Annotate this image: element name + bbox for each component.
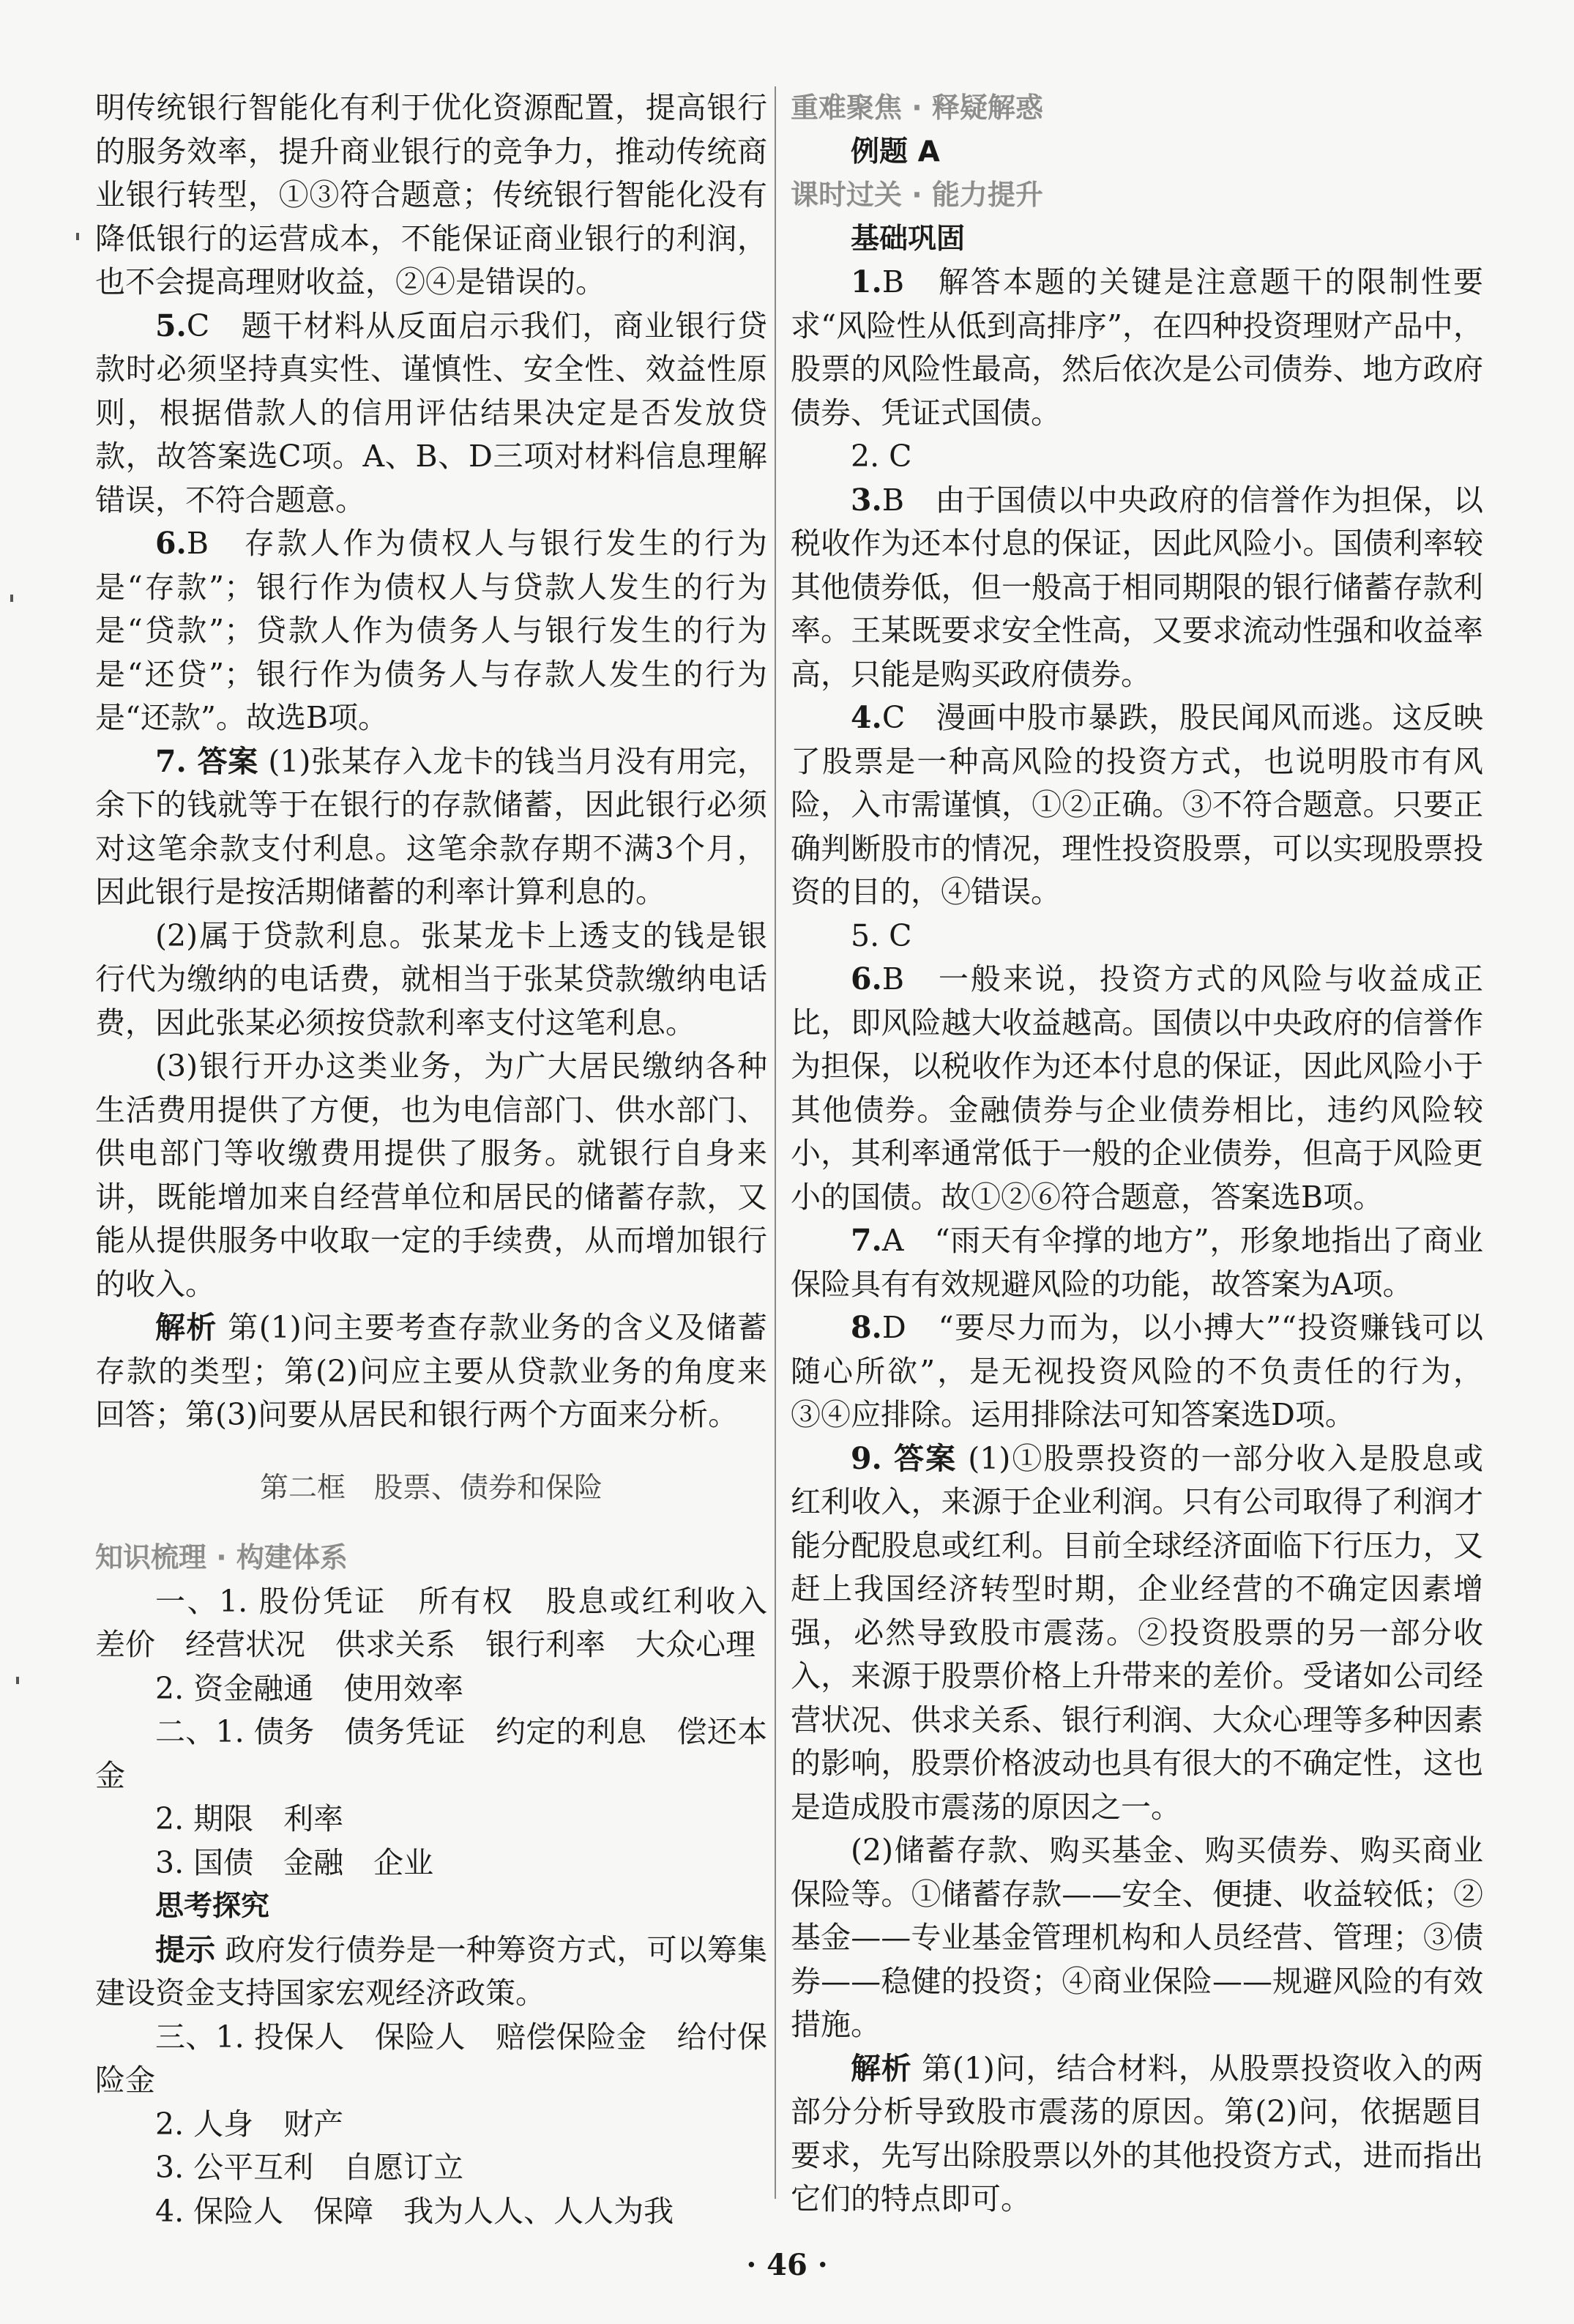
answer-9-part-2: (2)储蓄存款、购买基金、购买债券、购买商业保险等。①储蓄存款——安全、便捷、收益较低；②基金——专业基金管理机构和人员经营、管理；③债券——稳健的投资；④商业保险——规避风险的有效措施。 xyxy=(791,1833,1483,2042)
answer-text: B 一般来说，投资方式的风险与收益成正比，即风险越大收益越高。国债以中央政府的信誉作为担保，以税收作为还本付息的保证，因此风险小于其他债券。金融债券与企业债券相比，违约风险较小，其利率通常低于一般的企业债券，但高于风险更小的国债。故①②⑥符合题意，答案选B项。 xyxy=(791,961,1483,1215)
answer-7 xyxy=(95,740,767,915)
question-number: 4. xyxy=(851,700,882,735)
question-number: 3. xyxy=(851,482,882,518)
margin-mark xyxy=(10,595,13,602)
analysis-text: 第(1)问，结合材料，从股票投资收入的两部分分析导致股市震荡的原因。第(2)问，依据题目要求，先写出除股票以外的其他投资方式，进而指出它们的特点即可。 xyxy=(791,2050,1483,2216)
analysis-7 xyxy=(95,1306,767,1437)
margin-mark xyxy=(16,1677,19,1684)
think-explore-heading: 思考探究 xyxy=(155,1890,270,1923)
left-column xyxy=(95,86,797,2233)
answer-8 xyxy=(791,1306,1483,1437)
hint-label: 提示 xyxy=(155,1932,216,1967)
answer-label: 7. 答案 xyxy=(155,743,258,779)
hint-text: 政府发行债券是一种筹资方式，可以筹集建设资金支持国家宏观经济政策。 xyxy=(95,1932,767,2011)
answer-text: (1)①股票投资的一部分收入是股息或红利收入，来源于企业利润。只有公司取得了利润才能分配股息或红利。目前全球经济面临下行压力，又赶上我国经济转型时期，企业经营的不确定因素增强，必然导致股市震荡。②投资股票的另一部分收入，来源于股票价格上升带来的差价。受诸如公司经营状况、供求关系、银行利润、大众心理等多种因素的影响，股票价格波动也具有很大的不确定性，这也是造成股市震荡的原因之一。 xyxy=(791,1440,1483,1825)
answer-6 xyxy=(95,522,767,740)
answer-text: D “要尽力而为，以小搏大”“投资赚钱可以随心所欲”，是无视投资风险的不负责任的行为，③④应排除。运用排除法可知答案选D项。 xyxy=(791,1310,1483,1432)
answer-2: 2. C xyxy=(851,439,912,474)
knowledge-line: 2. 资金融通 使用效率 xyxy=(155,1670,464,1706)
analysis-text: 第(1)问主要考查存款业务的含义及储蓄存款的类型；第(2)问应主要从贷款业务的角度来回答；第(3)问要从居民和银行两个方面来分析。 xyxy=(95,1310,768,1432)
knowledge-line: 一、1. 股份凭证 所有权 股息或红利收入 差价 经营状况 供求关系 银行利率 大众心理 xyxy=(95,1583,797,1662)
answer-text: B 由于国债以中央政府的信誉作为担保，以税收作为还本付息的保证，因此风险小。国债利率较其他债券低，但一般高于相同期限的银行储蓄存款利率。王某既要求安全性高，又要求流动性强和收益率高，只能是购买政府债券。 xyxy=(791,482,1483,692)
section-heading-practice: 课时过关 · 能力提升 xyxy=(791,179,1043,211)
answer-4 xyxy=(791,696,1483,915)
answer-6 xyxy=(791,958,1483,1219)
answer-label: 9. 答案 xyxy=(851,1440,958,1476)
column-divider xyxy=(775,86,776,2199)
question-number: 5. xyxy=(155,308,187,343)
section-heading-focus: 重难聚焦 · 释疑解惑 xyxy=(791,92,1043,124)
knowledge-line: 3. 公平互利 自愿订立 xyxy=(155,2150,464,2185)
answer-5: 5. C xyxy=(851,917,912,953)
basic-heading: 基础巩固 xyxy=(851,222,966,256)
answer-text: C 题干材料从反面启示我们，商业银行贷款时必须坚持真实性、谨慎性、安全性、效益性原则，根据借款人的信用评估结果决定是否发放贷款，故答案选C项。A、B、D三项对材料信息理解错误，不符合题意。 xyxy=(95,308,767,518)
knowledge-line: 2. 期限 利率 xyxy=(155,1801,344,1836)
margin-mark xyxy=(76,233,79,240)
right-column xyxy=(791,86,1483,2221)
answer-text: A “雨天有伞撑的地方”，形象地指出了商业保险具有有效规避风险的功能，故答案为A项。 xyxy=(791,1223,1483,1302)
paragraph: 明传统银行智能化有利于优化资源配置，提高银行的服务效率，提升商业银行的竞争力，推动传统商业银行转型，①③符合题意；传统银行智能化没有降低银行的运营成本，不能保证商业银行的利润，也不会提高理财收益，②④是错误的。 xyxy=(95,90,767,299)
section-title: 第二框 股票、债券和保险 xyxy=(259,1471,603,1505)
question-number: 8. xyxy=(851,1310,882,1345)
question-number: 7. xyxy=(851,1223,882,1258)
knowledge-line: 4. 保险人 保障 我为人人、人人为我 xyxy=(155,2193,674,2229)
answer-text: (1)张某存入龙卡的钱当月没有用完，余下的钱就等于在银行的存款储蓄，因此银行必须对这笔余款支付利息。这笔余款存期不满3个月，因此银行是按活期储蓄的利率计算利息的。 xyxy=(95,743,767,909)
knowledge-line: 3. 国债 金融 企业 xyxy=(155,1844,434,1880)
answer-7-part-3: (3)银行开办这类业务，为广大居民缴纳各种生活费用提供了方便，也为电信部门、供水部门、供电部门等收缴费用提供了服务。就银行自身来讲，既能增加来自经营单位和居民的储蓄存款，又能从提供服务中收取一定的手续费，从而增加银行的收入。 xyxy=(95,1049,767,1302)
analysis-9 xyxy=(791,2047,1483,2221)
knowledge-line: 2. 人身 财产 xyxy=(155,2106,344,2142)
answer-1 xyxy=(791,261,1483,435)
section-heading-knowledge: 知识梳理 · 构建体系 xyxy=(95,1541,348,1573)
answer-text: B 解答本题的关键是注意题干的限制性要求“风险性从低到高排序”，在四种投资理财产品中，股票的风险性最高，然后依次是公司债券、地方政府债券、凭证式国债。 xyxy=(791,264,1483,431)
answer-text: C 漫画中股市暴跌，股民闻风而逃。这反映了股票是一种高风险的投资方式，也说明股市有风险，入市需谨慎，①②正确。③不符合题意。只要正确判断股市的情况，理性投资股票，可以实现股票投资的目的，④错误。 xyxy=(791,700,1483,909)
answer-9 xyxy=(791,1437,1483,1830)
question-number: 6. xyxy=(155,526,187,561)
example-answer: 例题 A xyxy=(851,135,940,168)
analysis-label: 解析 xyxy=(851,2050,912,2086)
knowledge-line: 二、1. 债务 债务凭证 约定的利息 偿还本金 xyxy=(95,1714,767,1793)
answer-7 xyxy=(791,1219,1483,1306)
knowledge-line: 三、1. 投保人 保险人 赔偿保险金 给付保险金 xyxy=(95,2019,767,2098)
question-number: 1. xyxy=(851,264,882,299)
answer-5 xyxy=(95,305,767,523)
answer-3 xyxy=(791,479,1483,697)
answer-text: B 存款人作为债权人与银行发生的行为是“存款”；银行作为债权人与贷款人发生的行为是“贷款”；贷款人作为债务人与银行发生的行为是“还贷”；银行作为债务人与存款人发生的行为是“还款”。故选B项。 xyxy=(95,526,767,735)
analysis-label: 解析 xyxy=(155,1310,217,1345)
hint xyxy=(95,1929,767,2016)
question-number: 6. xyxy=(851,961,882,997)
page-number: · 46 · xyxy=(746,2248,828,2282)
answer-7-part-2: (2)属于贷款利息。张某龙卡上透支的钱是银行代为缴纳的电话费，就相当于张某贷款缴纳电话费，因此张某必须按贷款利率支付这笔利息。 xyxy=(95,917,767,1040)
